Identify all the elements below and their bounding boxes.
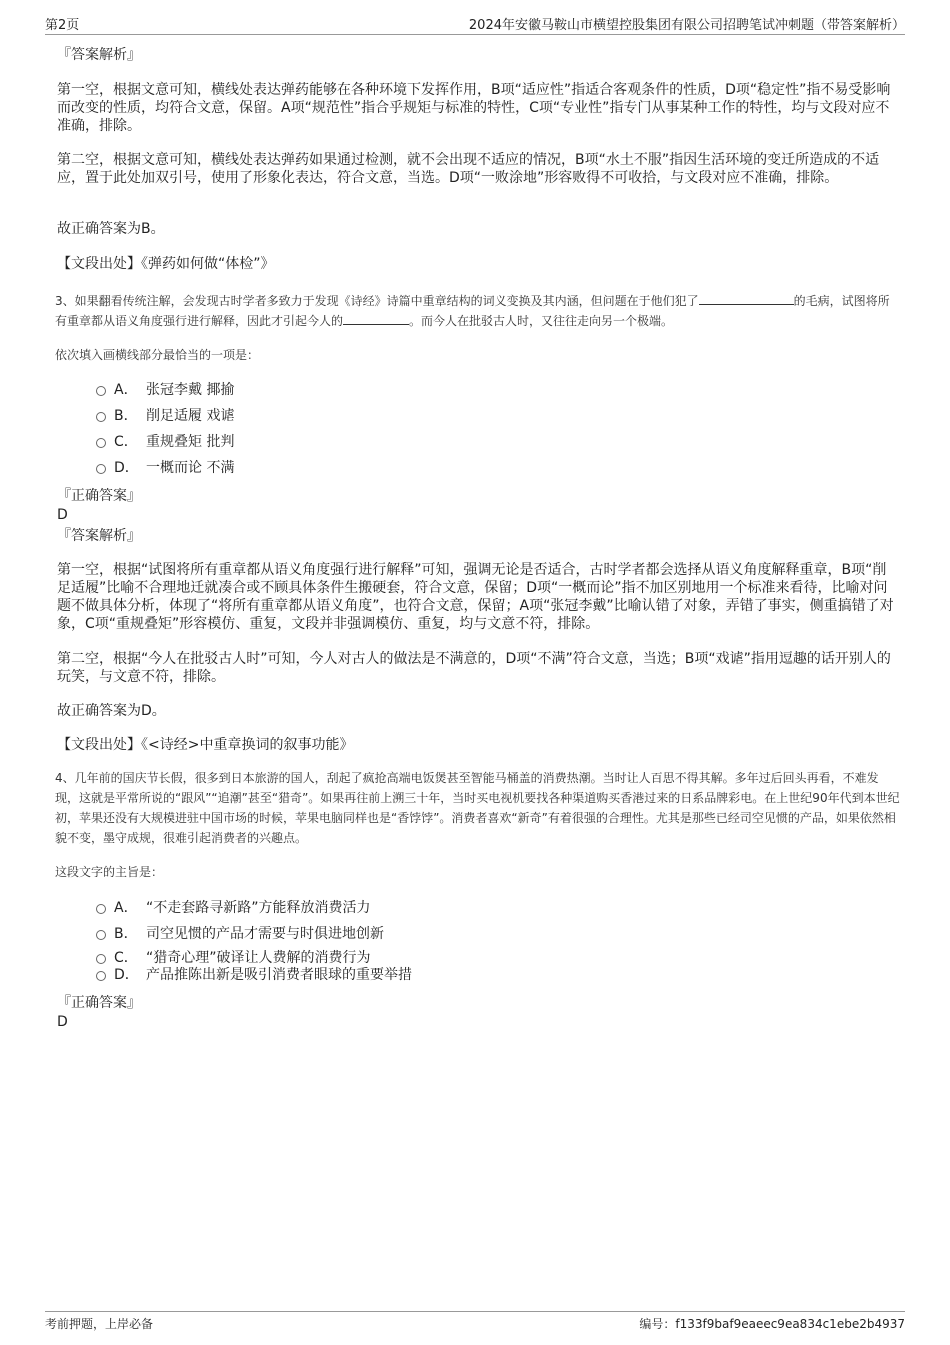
q3-analysis-p1: 第一空，根据“试图将所有重章都从语义角度强行进行解释”可知，强调无论是否适合，古时学者都会选择从语义角度解释重章，B项“削足适履”比喻不合理地迁就凑合或不顾具体条件生搬硬套，符合文意，保留；D项“一概而论”指不加区别地用一个标准来看待，比喻对问题不做具体分析，体现了“将所有重章都从语义角度”，也符合文意，保留；A项“张冠李戴”比喻认错了对象，弄错了事实，侧重搞错了对象，C项“重规叠矩”形容模仿、重复，文段并非强调模仿、重复，均与文意不符，排除。 bbox=[57, 562, 894, 632]
q4-option-a[interactable] bbox=[96, 899, 371, 917]
q4-answer-label: 『正确答案』 bbox=[57, 995, 141, 1011]
document-id: 编号：f133f9baf9eaeec9ea834c1ebe2b4937 bbox=[639, 1317, 905, 1331]
footer-slogan: 考前押题，上岸必备 bbox=[45, 1317, 154, 1331]
q2-analysis-p2: 第二空，根据文意可知，横线处表达弹药如果通过检测，就不会出现不适应的情况，B项“水土不服”指因生活环境的变迁所造成的不适应，置于此处加双引号，使用了形象化表达，符合文意，当选。D项“一败涂地”形容败得不可收拾，与文段对应不准确，排除。 bbox=[57, 152, 880, 186]
q2-source: 【文段出处】《弹药如何做“体检”》 bbox=[57, 256, 275, 272]
radio-icon[interactable] bbox=[96, 904, 106, 914]
radio-icon[interactable] bbox=[96, 386, 106, 396]
option-letter: D． bbox=[114, 460, 139, 476]
document-title: 2024年安徽马鞍山市横望控股集团有限公司招聘笔试冲刺题（带答案解析） bbox=[468, 18, 905, 33]
option-letter: A． bbox=[114, 900, 138, 916]
q4-stem: 4、几年前的国庆节长假，很多到日本旅游的国人，刮起了疯抢高端电饭煲甚至智能马桶盖的消费热潮。当时让人百思不得其解。多年过后回头再看，不难发现，这就是平常所说的“跟风”“追潮”甚至“猎奇”。如果再往前上溯三十年，当时买电视机要找各种渠道购买香港过来的日系品牌彩电。在上世纪90年代到本世纪初，苹果还没有大规模进驻中国市场的时候，苹果电脑同样也是“香饽饽”。消费者喜欢“新奇”有着很强的合理性。尤其是那些已经司空见惯的产品，如果依然相貌不变，墨守成规，很难引起消费者的兴趣点。 bbox=[55, 771, 900, 845]
option-letter: C． bbox=[114, 950, 138, 966]
q3-source: 【文段出处】《<诗经>中重章换词的叙事功能》 bbox=[57, 737, 354, 753]
option-letter: B． bbox=[114, 408, 138, 424]
q3-blank-2 bbox=[343, 312, 409, 325]
q2-analysis-label: 『答案解析』 bbox=[57, 47, 141, 63]
page-header bbox=[45, 14, 905, 35]
q3-option-b[interactable] bbox=[96, 407, 234, 425]
option-letter: D． bbox=[114, 967, 139, 983]
option-text: “猎奇心理”破译让人费解的消费行为 bbox=[146, 950, 371, 966]
q3-option-a[interactable] bbox=[96, 381, 234, 399]
q3-conclusion: 故正确答案为D。 bbox=[57, 703, 166, 719]
page-number: 第2页 bbox=[45, 18, 80, 33]
q3-stem-part-b: 的 bbox=[793, 294, 806, 308]
option-text: 重规叠矩 批判 bbox=[146, 434, 235, 450]
page-footer bbox=[45, 1311, 905, 1331]
q3-stem-part-a: 3、如果翻看传统注解，会发现古时学者多致力于发现《诗经》诗篇中重章结构的词义变换及其内涵，但问题在于他们犯了 bbox=[55, 294, 699, 308]
q3-answer: D bbox=[57, 507, 68, 523]
option-text: 削足适履 戏谑 bbox=[146, 408, 235, 424]
q3-analysis-p2: 第二空，根据“今人在批驳古人时”可知，今人对古人的做法是不满意的，D项“不满”符合文意，当选；B项“戏谑”指用逗趣的话开别人的玩笑，与文意不符，排除。 bbox=[57, 651, 891, 685]
radio-icon[interactable] bbox=[96, 971, 106, 981]
q3-stem-part-c: 毛病，试图将所有重章都从语义角度强行进行解释，因此才引起今人的 bbox=[55, 294, 890, 328]
q3-stem bbox=[55, 291, 900, 331]
q2-conclusion: 故正确答案为B。 bbox=[57, 221, 165, 237]
q3-prompt: 依次填入画横线部分最恰当的一项是： bbox=[55, 348, 260, 362]
option-text: “不走套路寻新路”方能释放消费活力 bbox=[146, 900, 371, 916]
q4-prompt: 这段文字的主旨是： bbox=[55, 865, 164, 879]
option-letter: B． bbox=[114, 926, 138, 942]
q3-blank-1 bbox=[699, 292, 794, 305]
q3-analysis-label: 『答案解析』 bbox=[57, 528, 141, 544]
radio-icon[interactable] bbox=[96, 438, 106, 448]
option-text: 产品推陈出新是吸引消费者眼球的重要举措 bbox=[146, 967, 412, 983]
q4-answer: D bbox=[57, 1014, 68, 1030]
q3-answer-label: 『正确答案』 bbox=[57, 488, 141, 504]
option-text: 司空见惯的产品才需要与时俱进地创新 bbox=[146, 926, 384, 942]
q4-option-d[interactable] bbox=[96, 966, 412, 984]
radio-icon[interactable] bbox=[96, 464, 106, 474]
q4-option-b[interactable] bbox=[96, 925, 384, 943]
option-letter: C． bbox=[114, 434, 138, 450]
option-letter: A． bbox=[114, 382, 138, 398]
radio-icon[interactable] bbox=[96, 412, 106, 422]
q3-option-d[interactable] bbox=[96, 459, 234, 477]
q3-option-c[interactable] bbox=[96, 433, 234, 451]
radio-icon[interactable] bbox=[96, 930, 106, 940]
option-text: 一概而论 不满 bbox=[146, 460, 235, 476]
q3-stem-part-d: 。而今人在批驳古人时，又往往走向另一个极端。 bbox=[409, 314, 674, 328]
q4-option-c[interactable] bbox=[96, 949, 371, 967]
q2-analysis-p1: 第一空，根据文意可知，横线处表达弹药能够在各种环境下发挥作用，B项“适应性”指适合客观条件的性质，D项“稳定性”指不易受影响而改变的性质，均符合文意，保留。A项“规范性”指合乎规矩与标准的特性，C项“专业性”指专门从事某种工作的特性，均与文段对应不准确，排除。 bbox=[57, 82, 891, 134]
radio-icon[interactable] bbox=[96, 954, 106, 964]
option-text: 张冠李戴 揶揄 bbox=[146, 382, 235, 398]
